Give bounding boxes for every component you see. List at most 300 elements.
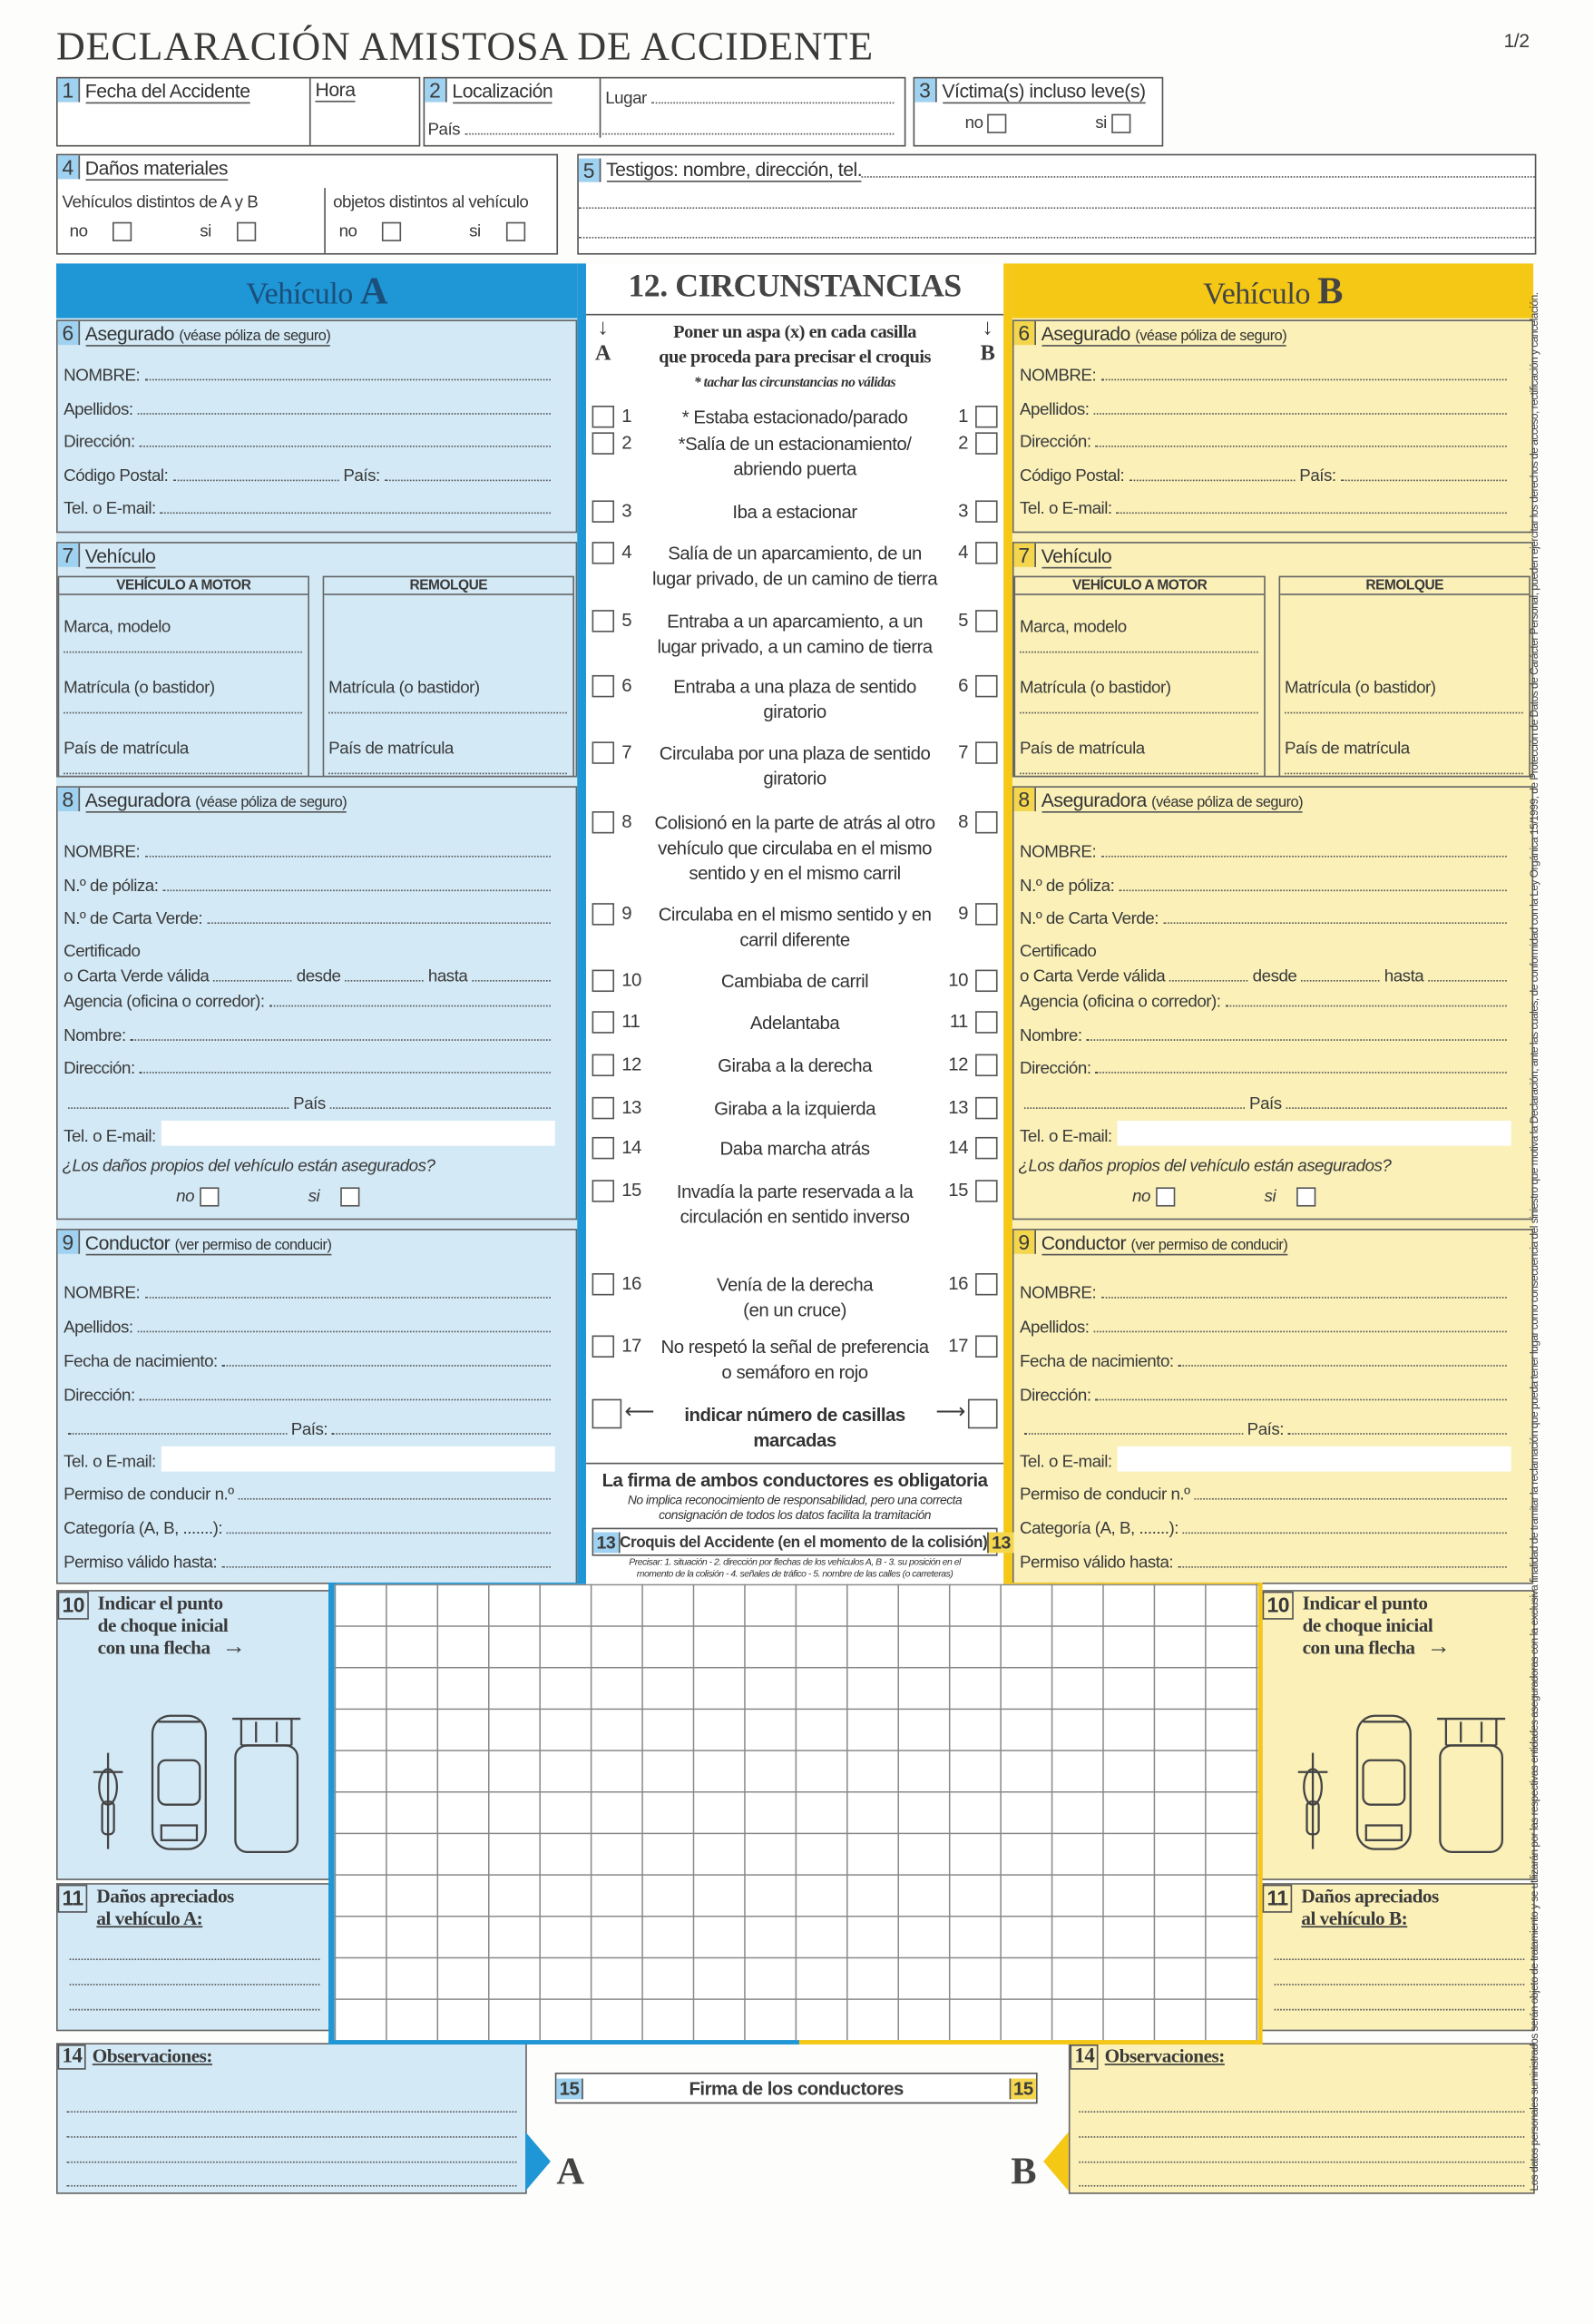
section-number: 6 bbox=[58, 321, 80, 345]
section-title bbox=[1041, 323, 1287, 347]
field-label: Marca, modelo bbox=[64, 618, 171, 637]
circumstance-text: Daba marcha atrás bbox=[719, 1138, 870, 1160]
a-label: A bbox=[594, 341, 611, 366]
field-label: Agencia (oficina o corredor): bbox=[1020, 993, 1221, 1012]
observations-input-line[interactable] bbox=[1079, 2111, 1524, 2113]
circumstance-text: lugar privado, a un camino de tierra bbox=[657, 636, 933, 658]
section-insurer bbox=[1012, 786, 1533, 1220]
form-field-row[interactable] bbox=[1020, 495, 1511, 518]
form-field-row[interactable] bbox=[64, 1054, 555, 1078]
motor-vehicle-box bbox=[58, 576, 309, 778]
field-input[interactable] bbox=[269, 994, 551, 1007]
field-input[interactable] bbox=[1285, 773, 1523, 775]
circumstance-checkbox-b[interactable] bbox=[975, 1137, 997, 1159]
section-impact-point bbox=[1261, 1590, 1535, 1880]
trailer-box bbox=[323, 576, 574, 778]
section-damage bbox=[56, 1883, 330, 2031]
field-input[interactable] bbox=[138, 1319, 551, 1333]
form-field-row[interactable] bbox=[64, 396, 555, 419]
count-label-2: marcadas bbox=[753, 1429, 836, 1451]
section-number: 13 bbox=[593, 1532, 620, 1553]
section-vehicle bbox=[56, 542, 577, 777]
place-label: Lugar bbox=[605, 90, 647, 109]
field-input[interactable] bbox=[1178, 1554, 1507, 1568]
arrow-right-icon: → bbox=[1426, 1634, 1451, 1660]
section-title bbox=[1041, 1231, 1288, 1255]
field-input[interactable] bbox=[1428, 968, 1507, 982]
signature-header bbox=[555, 2073, 1038, 2103]
form-field-row[interactable] bbox=[1020, 427, 1511, 451]
insured-question: ¿Los daños propios del vehículo están asegurados? bbox=[1018, 1157, 1392, 1176]
circumstance-text: Colisionó en la parte de atrás al otro bbox=[654, 812, 935, 834]
section-title-text: Vehículo bbox=[84, 544, 156, 567]
arrow-down-icon: ↓ bbox=[597, 317, 609, 341]
field-input[interactable] bbox=[1086, 1027, 1506, 1041]
circumstance-checkbox-b[interactable] bbox=[975, 406, 997, 427]
circumstance-checkbox-a[interactable] bbox=[592, 1011, 614, 1033]
field-label: País: bbox=[343, 467, 380, 486]
field-input[interactable] bbox=[221, 1554, 551, 1568]
field-label: País de matrícula bbox=[64, 740, 189, 759]
circumstance-text: Salía de un aparcamiento, de un bbox=[668, 543, 922, 564]
circumstance-checkbox-b[interactable] bbox=[975, 1336, 997, 1358]
form-field-row[interactable] bbox=[64, 427, 555, 451]
field-input[interactable] bbox=[1341, 468, 1507, 482]
section-insured bbox=[56, 319, 577, 533]
form-field-row[interactable] bbox=[64, 1448, 555, 1472]
circumstance-text: *Salía de un estacionamiento/ bbox=[678, 434, 912, 455]
form-field-row[interactable] bbox=[1020, 1348, 1511, 1371]
insured-no-checkbox[interactable] bbox=[1156, 1187, 1175, 1206]
form-field-row[interactable] bbox=[64, 1416, 555, 1439]
field-input[interactable] bbox=[227, 1520, 551, 1534]
legal-notice: Los datos personales suministrados serán objeto de tratamiento y se utilizarán por las respectivas entidades aseguradoras con la exclusiva finalidad de tramitar la reclamación que pueda tener lugar como consecuencia del siniestro que motiva la Declaración, ante las cuales, de conformidad con la Ley Orgánica 15/1999, de Protección de Datos de Carácter Personal, pueden ejercitar los derechos de acceso, rectificación y cancelación. bbox=[1527, 292, 1541, 2192]
field-input[interactable] bbox=[1118, 1446, 1511, 1472]
form-field-row[interactable] bbox=[1020, 1416, 1511, 1439]
field-label: País: bbox=[290, 1421, 328, 1439]
form-field-row[interactable] bbox=[1020, 905, 1511, 928]
field-input[interactable] bbox=[1163, 910, 1507, 924]
circumstance-text: abriendo puerta bbox=[733, 458, 856, 480]
circumstance-text: Circulaba en el mismo sentido y en bbox=[658, 904, 932, 926]
form-title: DECLARACIÓN AMISTOSA DE ACCIDENTE bbox=[55, 24, 874, 69]
field-input[interactable] bbox=[140, 1388, 551, 1401]
field-input[interactable] bbox=[1118, 1121, 1511, 1146]
circumstance-checkbox-b[interactable] bbox=[975, 1054, 997, 1076]
field-input[interactable] bbox=[1178, 1353, 1507, 1367]
field-input[interactable] bbox=[1093, 1319, 1506, 1333]
instruction-line-2: que proceda para precisar el croquis bbox=[659, 346, 931, 368]
form-field-row[interactable] bbox=[64, 1548, 555, 1572]
form-field-row[interactable] bbox=[64, 905, 555, 928]
field-input[interactable] bbox=[1095, 1388, 1506, 1401]
field-input[interactable] bbox=[68, 1421, 287, 1435]
circumstance-text: vehículo que circulaba en el mismo bbox=[658, 838, 932, 859]
form-field-row[interactable] bbox=[64, 1123, 555, 1146]
insured-yes-checkbox[interactable] bbox=[1296, 1187, 1315, 1206]
motorcycle-icon[interactable] bbox=[93, 1753, 123, 1849]
observations-input-line[interactable] bbox=[1079, 2162, 1524, 2163]
circumstance-checkbox-b[interactable] bbox=[975, 903, 997, 925]
form-field-row[interactable] bbox=[64, 838, 555, 861]
arrow-b-icon bbox=[1043, 2132, 1069, 2191]
circumstance-number-a: 10 bbox=[621, 969, 641, 991]
circumstance-number-b: 3 bbox=[958, 500, 968, 522]
form-field-row[interactable] bbox=[1020, 396, 1511, 419]
circumstance-checkbox-b[interactable] bbox=[975, 542, 997, 564]
form-field-row[interactable] bbox=[64, 495, 555, 518]
field-label: Permiso de conducir n.º bbox=[1020, 1486, 1190, 1505]
instruction-line-1: Poner un aspa (x) en cada casilla bbox=[673, 321, 916, 342]
circumstance-text: Cambiaba de carril bbox=[720, 971, 869, 993]
form-field-row[interactable] bbox=[1020, 1548, 1511, 1572]
insured-no-checkbox[interactable] bbox=[200, 1187, 220, 1206]
circumstance-checkbox-a[interactable] bbox=[592, 811, 614, 833]
form-field-row[interactable] bbox=[1020, 1123, 1511, 1146]
field-label: Matrícula (o bastidor) bbox=[64, 679, 215, 698]
form-field-row[interactable] bbox=[1020, 838, 1511, 861]
field-input[interactable] bbox=[1020, 712, 1258, 714]
damage-input-line[interactable] bbox=[1275, 1984, 1525, 1986]
form-field-row[interactable] bbox=[1020, 462, 1511, 485]
field-input[interactable] bbox=[64, 773, 302, 775]
field-input[interactable] bbox=[1117, 500, 1507, 514]
section-number: 6 bbox=[1014, 321, 1036, 345]
impact-instructions bbox=[98, 1592, 246, 1658]
circumstance-text: lugar privado, de un camino de tierra bbox=[652, 568, 938, 590]
field-label: desde bbox=[1252, 967, 1297, 986]
form-field-row[interactable] bbox=[1020, 1515, 1511, 1538]
section-note: (véase póliza de seguro) bbox=[179, 328, 331, 346]
section-number: 14 bbox=[58, 2045, 87, 2070]
form-field-row[interactable] bbox=[1020, 1090, 1511, 1113]
location-label: Localización bbox=[452, 80, 553, 103]
field-input[interactable] bbox=[64, 652, 302, 653]
field-input[interactable] bbox=[1095, 1060, 1506, 1074]
field-input[interactable] bbox=[1169, 968, 1248, 982]
form-field-row[interactable] bbox=[64, 872, 555, 896]
circumstance-number-a: 3 bbox=[621, 500, 632, 522]
circumstance-number-b: 4 bbox=[958, 542, 968, 563]
section-number: 8 bbox=[58, 788, 80, 811]
field-input[interactable] bbox=[161, 500, 551, 514]
observations-input-line[interactable] bbox=[66, 2185, 516, 2187]
field-input[interactable] bbox=[144, 368, 551, 381]
form-field-row[interactable] bbox=[64, 361, 555, 385]
field-input[interactable] bbox=[1100, 1285, 1507, 1299]
field-input[interactable] bbox=[345, 968, 424, 982]
observations-input-line[interactable] bbox=[66, 2111, 516, 2113]
circumstance-checkbox-b[interactable] bbox=[975, 970, 997, 992]
form-field-row[interactable] bbox=[64, 1090, 555, 1113]
form-field-row[interactable] bbox=[64, 962, 555, 985]
impact-line: con una flecha → bbox=[97, 1634, 246, 1660]
field-label: Dirección: bbox=[1020, 1387, 1091, 1406]
circumstance-checkbox-a[interactable] bbox=[592, 903, 614, 925]
circumstance-number-b: 10 bbox=[948, 969, 968, 991]
vehicle-diagrams[interactable] bbox=[1263, 1701, 1530, 1863]
section-title bbox=[85, 789, 347, 813]
form-field-row[interactable] bbox=[64, 937, 555, 961]
accident-sketch-grid[interactable] bbox=[335, 1584, 1258, 2040]
field-input[interactable] bbox=[1288, 1421, 1507, 1435]
form-field-row[interactable] bbox=[1020, 937, 1511, 961]
circumstance-checkbox-a[interactable] bbox=[592, 1097, 614, 1119]
observations-input-line[interactable] bbox=[66, 2162, 516, 2163]
field-input[interactable] bbox=[144, 1285, 551, 1299]
motorcycle-icon[interactable] bbox=[1298, 1753, 1328, 1849]
circumstance-checkbox-a[interactable] bbox=[592, 675, 614, 697]
circumstance-number-a: 1 bbox=[621, 406, 632, 427]
vehicle-header bbox=[56, 263, 577, 318]
field-label: hasta bbox=[427, 967, 468, 986]
circumstance-text: Iba a estacionar bbox=[732, 502, 857, 523]
section-note: (ver permiso de conducir) bbox=[1130, 1237, 1288, 1254]
circumstance-checkbox-a[interactable] bbox=[592, 610, 614, 632]
circumstance-number-b: 11 bbox=[949, 1011, 968, 1033]
impact-line: con una flecha → bbox=[1302, 1634, 1451, 1660]
damage-input-line[interactable] bbox=[1275, 1958, 1525, 1960]
circumstance-checkbox-a[interactable] bbox=[592, 1180, 614, 1201]
section-title bbox=[85, 544, 155, 568]
vehicle-letter: A bbox=[360, 269, 388, 313]
form-field-row[interactable] bbox=[64, 1348, 555, 1371]
field-input[interactable] bbox=[162, 878, 551, 891]
circumstance-text: carril diferente bbox=[739, 929, 850, 951]
form-field-row[interactable] bbox=[1020, 1448, 1511, 1472]
field-label: NOMBRE: bbox=[64, 843, 141, 862]
circumstance-checkbox-b[interactable] bbox=[975, 1180, 997, 1201]
field-input[interactable] bbox=[172, 468, 338, 482]
field-label: desde bbox=[296, 967, 341, 986]
car-icon[interactable] bbox=[1357, 1716, 1411, 1849]
circumstance-text: Invadía la parte reservada a la bbox=[676, 1181, 914, 1202]
field-input[interactable] bbox=[1194, 1486, 1506, 1500]
section-vehicle bbox=[1012, 542, 1533, 777]
field-input[interactable] bbox=[330, 1095, 551, 1109]
field-input[interactable] bbox=[239, 1486, 551, 1500]
form-field-row[interactable] bbox=[1020, 361, 1511, 385]
field-input[interactable] bbox=[1095, 434, 1506, 447]
circumstance-checkbox-a[interactable] bbox=[592, 1137, 614, 1159]
field-input[interactable] bbox=[222, 1353, 551, 1367]
circumstance-checkbox-a[interactable] bbox=[592, 406, 614, 427]
section-number: 4 bbox=[58, 155, 80, 179]
no-label: no bbox=[69, 222, 88, 241]
circumstance-checkbox-a[interactable] bbox=[592, 542, 614, 564]
vehicle-diagrams[interactable] bbox=[58, 1701, 325, 1863]
field-label: Certificado bbox=[64, 943, 141, 961]
form-field-row[interactable] bbox=[1020, 962, 1511, 985]
form-field-row[interactable] bbox=[1020, 1022, 1511, 1045]
circumstance-number-a: 5 bbox=[621, 610, 632, 631]
damage-input-line[interactable] bbox=[70, 1958, 320, 1960]
damage-title-2: al vehículo B: bbox=[1301, 1907, 1408, 1929]
form-field-row[interactable] bbox=[1020, 1313, 1511, 1337]
field-input[interactable] bbox=[328, 712, 567, 714]
field-label: Tel. o E-mail: bbox=[1020, 500, 1112, 518]
circumstance-checkbox-a[interactable] bbox=[592, 741, 614, 763]
field-input[interactable] bbox=[1286, 1095, 1507, 1109]
damage-input-line[interactable] bbox=[1275, 2009, 1525, 2011]
form-field-row[interactable] bbox=[1020, 1280, 1511, 1303]
circumstance-text: Giraba a la derecha bbox=[718, 1055, 872, 1077]
observations-input-line[interactable] bbox=[66, 2136, 516, 2138]
no-label: no bbox=[338, 222, 357, 241]
section-title bbox=[1041, 544, 1111, 568]
field-label: País de matrícula bbox=[1020, 740, 1145, 759]
signature-note-1: No implica reconocimiento de responsabilidad, pero una correcta bbox=[627, 1492, 963, 1507]
field-input[interactable] bbox=[207, 910, 551, 924]
field-input[interactable] bbox=[1285, 712, 1523, 714]
van-icon[interactable] bbox=[1437, 1719, 1505, 1852]
section-title bbox=[85, 323, 331, 347]
signature-area[interactable] bbox=[555, 2103, 1036, 2192]
section-number: 7 bbox=[58, 544, 80, 567]
damage-input-line[interactable] bbox=[70, 1984, 320, 1986]
field-input[interactable] bbox=[140, 434, 551, 447]
section-number: 10 bbox=[58, 1592, 89, 1620]
instruction-note: * tachar las circunstancias no válidas bbox=[693, 376, 896, 391]
field-label: Nombre: bbox=[64, 1027, 126, 1045]
circumstance-checkbox-a[interactable] bbox=[592, 500, 614, 522]
section-header bbox=[1014, 1231, 1288, 1256]
form-field-row[interactable] bbox=[1020, 872, 1511, 896]
circumstance-number-b: 8 bbox=[958, 811, 968, 832]
field-input[interactable] bbox=[138, 401, 551, 415]
car-icon[interactable] bbox=[152, 1716, 206, 1849]
form-field-row[interactable] bbox=[64, 987, 555, 1011]
field-label: Dirección: bbox=[64, 434, 135, 452]
field-label: Dirección: bbox=[1020, 434, 1091, 452]
circumstance-checkbox-b[interactable] bbox=[975, 500, 997, 522]
observations-input-line[interactable] bbox=[1079, 2136, 1524, 2138]
field-input[interactable] bbox=[161, 1121, 555, 1146]
van-icon[interactable] bbox=[232, 1719, 300, 1852]
field-input[interactable] bbox=[140, 1060, 551, 1074]
field-input[interactable] bbox=[472, 968, 551, 982]
field-input[interactable] bbox=[1024, 1421, 1243, 1435]
field-input[interactable] bbox=[144, 844, 551, 858]
vehicle-letter: B bbox=[1317, 269, 1343, 313]
circumstance-number-b: 12 bbox=[948, 1054, 968, 1075]
form-field-row[interactable] bbox=[64, 1515, 555, 1538]
trailer-box bbox=[1279, 576, 1530, 778]
circumstance-checkbox-a[interactable] bbox=[592, 1336, 614, 1358]
form-field-row[interactable] bbox=[64, 1022, 555, 1045]
section-note: (véase póliza de seguro) bbox=[1151, 795, 1304, 812]
circumstance-checkbox-b[interactable] bbox=[975, 432, 997, 454]
field-input[interactable] bbox=[1020, 773, 1258, 775]
field-input[interactable] bbox=[385, 468, 551, 482]
field-input[interactable] bbox=[1301, 968, 1380, 982]
form-field-row[interactable] bbox=[1020, 1480, 1511, 1504]
signature-label: Firma de los conductores bbox=[689, 2077, 904, 2099]
circumstance-number-b: 16 bbox=[948, 1273, 968, 1294]
field-input[interactable] bbox=[1183, 1520, 1507, 1534]
field-label: NOMBRE: bbox=[1020, 367, 1097, 386]
field-input[interactable] bbox=[328, 773, 567, 775]
section-title-text: Conductor bbox=[84, 1231, 171, 1254]
circumstance-checkbox-a[interactable] bbox=[592, 1273, 614, 1295]
form-field-row[interactable] bbox=[64, 1313, 555, 1337]
field-label: Agencia (oficina o corredor): bbox=[64, 993, 265, 1012]
field-input[interactable] bbox=[213, 968, 292, 982]
circumstance-checkbox-b[interactable] bbox=[975, 741, 997, 763]
field-input[interactable] bbox=[1100, 368, 1507, 381]
circumstance-checkbox-a[interactable] bbox=[592, 432, 614, 454]
signature-b-label: B bbox=[1011, 2149, 1037, 2193]
circumstance-checkbox-b[interactable] bbox=[975, 675, 997, 697]
section-title bbox=[1041, 789, 1303, 813]
circumstance-text: No respetó la señal de preferencia bbox=[660, 1337, 929, 1358]
no-label: no bbox=[176, 1188, 195, 1206]
form-field-row[interactable] bbox=[64, 1280, 555, 1303]
field-label: N.º de Carta Verde: bbox=[1020, 910, 1159, 928]
field-input[interactable] bbox=[1020, 652, 1258, 653]
form-field-row[interactable] bbox=[64, 1480, 555, 1504]
form-field-row[interactable] bbox=[64, 462, 555, 485]
circumstance-checkbox-b[interactable] bbox=[975, 1097, 997, 1119]
form-field-row[interactable] bbox=[64, 1381, 555, 1405]
field-input[interactable] bbox=[1119, 878, 1507, 891]
section-number: 10 bbox=[1263, 1592, 1294, 1620]
circumstance-checkbox-a[interactable] bbox=[592, 1054, 614, 1076]
insured-yes-checkbox[interactable] bbox=[340, 1187, 359, 1206]
circumstance-checkbox-b[interactable] bbox=[975, 811, 997, 833]
circumstance-number-a: 6 bbox=[621, 674, 632, 696]
field-label: Matrícula (o bastidor) bbox=[328, 679, 480, 698]
field-input[interactable] bbox=[332, 1421, 551, 1435]
damage-input-line[interactable] bbox=[70, 2009, 320, 2011]
circumstance-text: Entraba a un aparcamiento, a un bbox=[667, 611, 923, 632]
form-field-row[interactable] bbox=[1020, 1054, 1511, 1078]
section-title bbox=[85, 1231, 332, 1255]
arrow-left-icon: ⟵ bbox=[624, 1398, 654, 1423]
observations-input-line[interactable] bbox=[1079, 2185, 1524, 2187]
circumstance-checkbox-b[interactable] bbox=[975, 1011, 997, 1033]
field-input[interactable] bbox=[1225, 994, 1506, 1007]
circumstance-checkbox-b[interactable] bbox=[975, 1273, 997, 1295]
field-input[interactable] bbox=[1100, 844, 1507, 858]
field-label: o Carta Verde válida bbox=[64, 967, 210, 986]
field-label: Apellidos: bbox=[1020, 1319, 1090, 1338]
field-input[interactable] bbox=[1093, 401, 1506, 415]
form-field-row[interactable] bbox=[1020, 1381, 1511, 1405]
field-label: NOMBRE: bbox=[1020, 1285, 1097, 1303]
field-input[interactable] bbox=[1129, 468, 1295, 482]
field-input[interactable] bbox=[68, 1095, 288, 1109]
sketch-instructions-2: momento de la colisión - 4. señales de tráfico - 5. nombre de las calles (o carreteras) bbox=[636, 1569, 953, 1580]
field-input[interactable] bbox=[64, 712, 302, 714]
field-label: Tel. o E-mail: bbox=[1020, 1128, 1112, 1146]
circumstance-checkbox-b[interactable] bbox=[975, 610, 997, 632]
motor-vehicle-label: VEHÍCULO A MOTOR bbox=[1015, 577, 1264, 595]
circumstance-text: giratorio bbox=[763, 768, 826, 789]
form-field-row[interactable] bbox=[1020, 987, 1511, 1011]
field-label: Tel. o E-mail: bbox=[64, 1454, 156, 1472]
sketch-instructions-1: Precisar: 1. situación - 2. dirección por flechas de los vehículos A, B - 3. su posición en el bbox=[629, 1557, 961, 1568]
circumstance-checkbox-a[interactable] bbox=[592, 970, 614, 992]
section-header bbox=[1014, 544, 1112, 569]
field-label: Categoría (A, B, .......): bbox=[1020, 1520, 1179, 1539]
victims-no-checkbox[interactable] bbox=[987, 114, 1006, 133]
field-input[interactable] bbox=[131, 1027, 551, 1041]
field-input[interactable] bbox=[1024, 1095, 1245, 1109]
section-header bbox=[1014, 321, 1287, 347]
material-damage-label: Daños materiales bbox=[84, 156, 229, 180]
field-input[interactable] bbox=[161, 1446, 555, 1472]
